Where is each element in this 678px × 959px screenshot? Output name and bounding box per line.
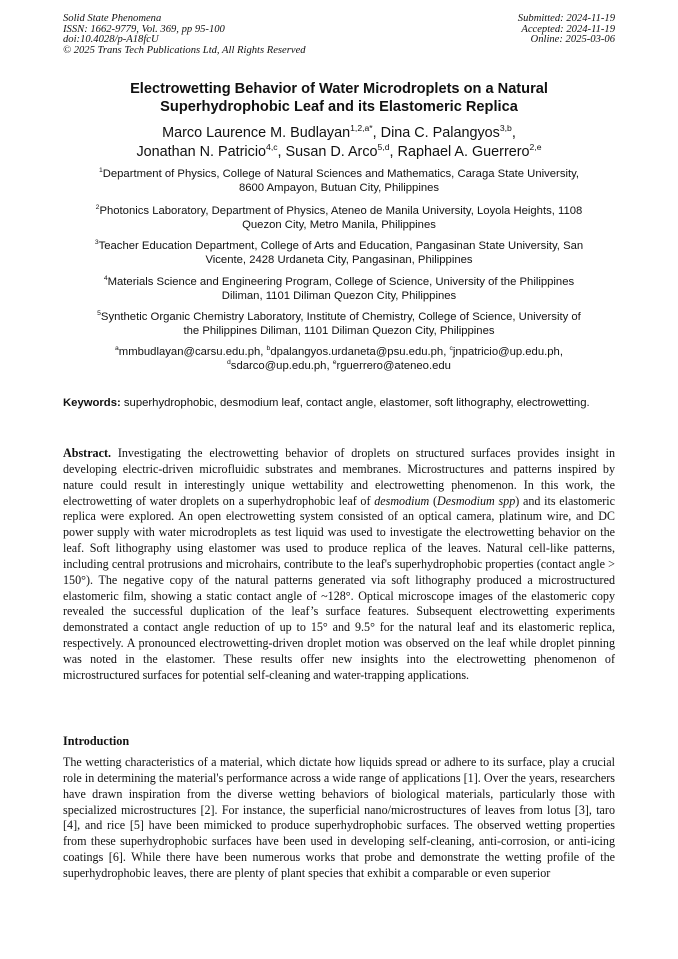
- affiliation: [63, 310, 615, 338]
- affiliation: [63, 275, 615, 303]
- abstract-punctuation: (: [432, 493, 438, 508]
- author-name: Dina C. Palangyos: [380, 125, 500, 141]
- email-address[interactable]: sdarco@up.edu.ph: [230, 360, 327, 373]
- affiliation-text: Vicente, 2428 Urdaneta City, Pangasinan, Philippines: [205, 254, 473, 267]
- affiliation-text: Quezon City, Metro Manila, Philippines: [242, 219, 436, 232]
- author-affil-marker: 1,2,a*: [350, 123, 373, 134]
- abstract-label: Abstract.: [63, 446, 112, 460]
- author-name: Marco Laurence M. Budlayan: [162, 125, 351, 141]
- email-address[interactable]: mmbudlayan@carsu.edu.ph: [118, 346, 261, 358]
- title-line: Superhydrophobic Leaf and its Elastomeric Replica: [160, 99, 518, 115]
- affiliation-text: Teacher Education Department, College of Arts and Education, Pangasinan State University, San: [98, 240, 584, 252]
- abstract-italic-term: Desmodium spp: [437, 493, 516, 508]
- author-name: Raphael A. Guerrero: [397, 143, 530, 160]
- affiliation-number: 2: [95, 204, 100, 212]
- affiliation-number: 3: [94, 239, 99, 247]
- affiliation-text: the Philippines Diliman, 1101 Diliman Quezon City, Philippines: [183, 325, 495, 338]
- affiliation: [63, 239, 615, 267]
- email-marker: c: [449, 345, 453, 353]
- email-marker: d: [227, 359, 231, 367]
- author-list: Marco Laurence M. Budlayan$^{1,2,a*}$, Dina C. Palangyos$^{3,b}$, Jonathan N. Patricio$^{4,c}$, Susan D. Arco$^{5,d}$, Raphael A. Guerrero$^{2,e}$: [136, 123, 542, 160]
- introduction-text: The wetting characteristics of a material, which dictate how liquids spread or adhere to its surface, play a crucial role in determining the material's performance across a wide range of applications [1]. Over the years, researchers have drawn inspiration from the diverse wetting behaviors of biological materials, particularly those with specialized microstructures [2]. For instance, the superficial nano/microstructures of leaves from lotus [3], taro [4], and rice [5] have been mimicked to produce superhydrophobic surfaces. The observed wetting properties from these superhydrophobic surfaces have been used in developing self-cleaning, anti-corrosion, or anti-icing coatings [6]. While there have been numerous works that probe and demonstrate the wetting profile of the superhydrophobic leaves, there are plenty of plant species that exhibit a comparable or even superior: [63, 755, 615, 880]
- affiliation-number: 4: [103, 275, 108, 283]
- email-address[interactable]: jnpatricio@up.edu.ph: [452, 346, 560, 358]
- section-heading: Introduction: [63, 734, 130, 748]
- email-marker: e: [332, 359, 337, 367]
- dates-header: [518, 14, 615, 46]
- email-address[interactable]: rguerrero@ateneo.edu: [336, 360, 451, 373]
- keywords-label: Keywords:: [63, 397, 121, 409]
- accepted-date: Accepted: 2024-11-19: [521, 23, 615, 35]
- abstract-text: Investigating the electrowetting behavior of droplets on structured surfaces provides insight in developing electric-driven microfluidic substrates and membranes. Microstructures and patterns inspired by nature could result in interestingly unique wettability and electrowetting phenomenon. In this work, the electrowetting of water droplets on a superhydrophobic leaf of: [63, 446, 615, 508]
- title-line: Electrowetting Behavior of Water Microdroplets on a Natural: [130, 81, 548, 97]
- affiliation: [63, 167, 615, 195]
- journal-doi: doi:10.4028/p-A18fcU: [63, 34, 159, 46]
- affiliation: [63, 204, 615, 232]
- keywords: [63, 396, 615, 410]
- affiliation-text: Synthetic Organic Chemistry Laboratory, Institute of Chemistry, College of Science, University of: [100, 311, 581, 323]
- email-marker: b: [266, 345, 271, 353]
- email-marker: a: [115, 345, 119, 353]
- email-list: $^a$mmbudlayan@carsu.edu.ph, $^b$dpalangyos.urdaneta@psu.edu.ph, $^c$jnpatricio@up.edu.ph, $^d$sdarco@up.edu.ph, $^e$rguerrero@ateneo.edu: [115, 345, 563, 373]
- affiliation-text: 8600 Ampayon, Butuan City, Philippines: [238, 182, 440, 195]
- journal-issn: ISSN: 1662-9779, Vol. 369, pp 95-100: [63, 23, 225, 35]
- paper-title: [63, 80, 615, 116]
- affiliation-number: 5: [97, 310, 101, 318]
- keywords-text: superhydrophobic, desmodium leaf, contact angle, elastomer, soft lithography, electrowetting.: [123, 397, 590, 409]
- affiliation-number: 1: [98, 167, 103, 175]
- journal-header: [63, 14, 306, 56]
- online-date: Online: 2025-03-06: [530, 34, 615, 46]
- author-name: Susan D. Arco: [285, 143, 378, 160]
- abstract-italic-term: desmodium: [374, 493, 430, 508]
- affiliation-text: Department of Physics, College of Natural Sciences and Mathematics, Caraga State University,: [102, 168, 580, 180]
- copyright-notice: © 2025 Trans Tech Publications Ltd, All Rights Reserved: [63, 44, 306, 56]
- author-name: Jonathan N. Patricio: [136, 143, 267, 160]
- affiliation-text: Photonics Laboratory, Department of Physics, Ateneo de Manila University, Loyola Heights, 1108: [99, 205, 583, 217]
- author-affil-marker: 3,b: [499, 123, 512, 134]
- affiliation-text: Materials Science and Engineering Program, College of Science, University of the Philippines: [107, 276, 575, 288]
- affiliation-text: Diliman, 1101 Diliman Quezon City, Philippines: [221, 290, 457, 303]
- author-affil-marker: 2,e: [529, 141, 542, 152]
- abstract-text: ) and its elastomeric replica were explored. An open electrowetting system consisted of an optical camera, platinum wire, and DC power supply with water microdroplets as test liquid was used to investigate the electrowetting behavior on the leaf. Soft lithography using elastomer was used to produce replica of the leaves. Natural cell-like patterns, including central protrusions and microhairs, contribute to the leaf's superhydrophobic properties (contact angle > 150°). The negative copy of the natural patterns generated via soft lithography produced a microstructured elastomeric film, showing a static contact angle of ~128°. Optical microscope images of the elastomeric copy revealed the successful duplication of the leaf’s surface features. Subsequent electrowetting experiments demonstrated a contact angle reduction of up to 15° and 9.5° for the natural leaf and its elastomeric replica, respectively. A pronounced electrowetting-driven droplet motion was observed on the leaf while droplet pinning was noted in the elastomer. These results offer new insights into the electrowetting phenomenon of microstructured surfaces for potential self-cleaning and water-trapping applications.: [63, 493, 615, 682]
- submitted-date: Submitted: 2024-11-19: [517, 13, 615, 24]
- abstract: [63, 446, 615, 684]
- journal-name: Solid State Phenomena: [63, 13, 162, 24]
- author-affil-marker: 5,d: [377, 141, 390, 152]
- author-affil-marker: 4,c: [266, 141, 278, 152]
- email-address[interactable]: dpalangyos.urdaneta@psu.edu.ph: [270, 346, 444, 358]
